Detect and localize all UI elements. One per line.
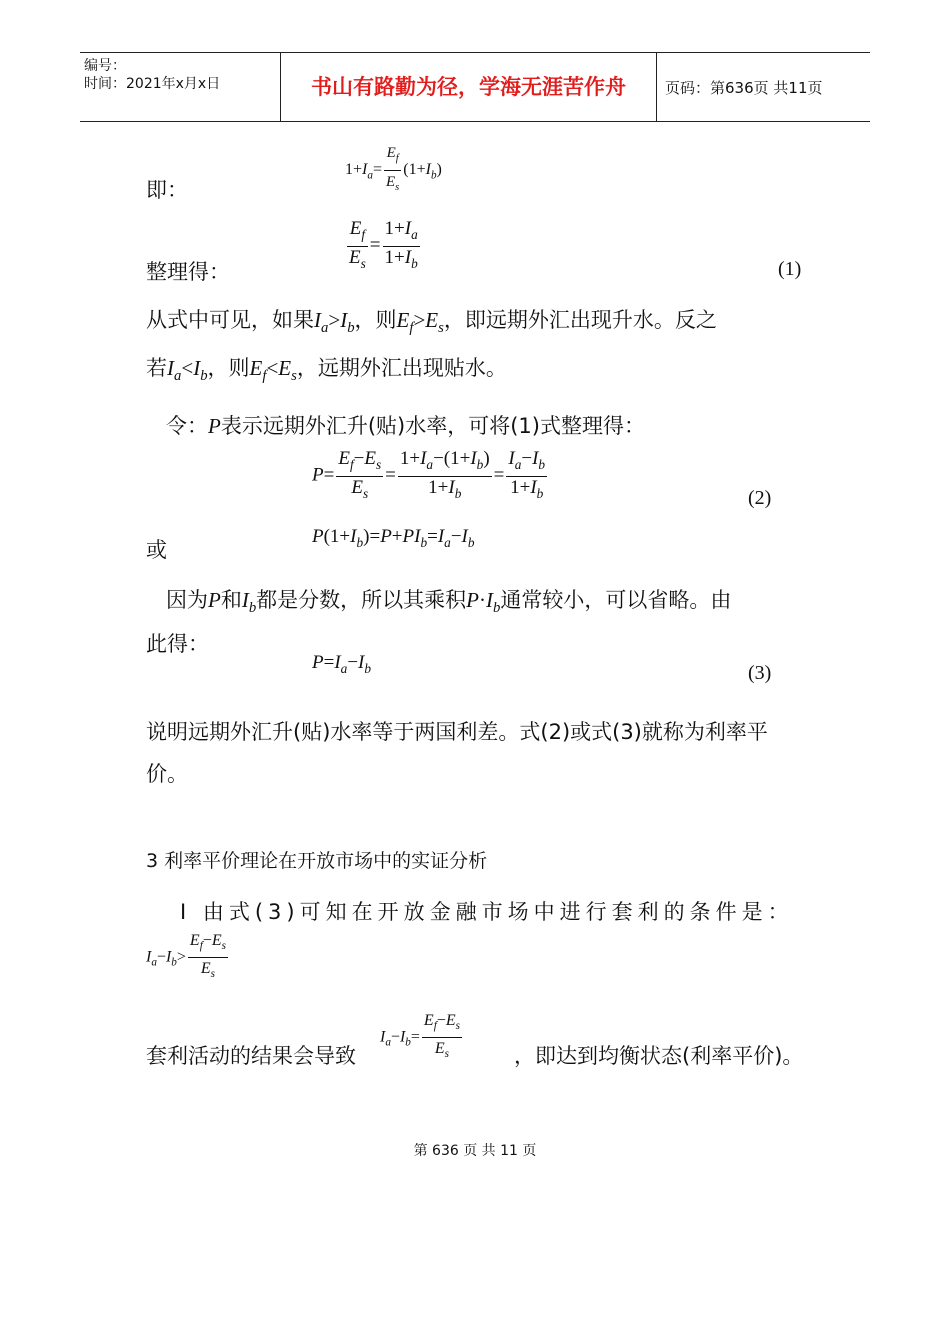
page-header	[80, 52, 870, 122]
text-ling-rest: 表示远期外汇升(贴)水率，可将(1)式整理得：	[220, 414, 645, 438]
para-ling: 令：P表示远期外汇升(贴)水率，可将(1)式整理得：	[166, 414, 645, 438]
formula-2b: $P(1+I_b)=P+PI_b=I_a-I_b$	[312, 526, 475, 550]
header-motto: 书山有路勤为径，学海无涯苦作舟	[311, 75, 626, 99]
text-tao: 套利活动的结果会导致	[146, 1044, 356, 1068]
formula-ji: $1+I_a=$ $\frac{E_f}{E_s}$ $(1+I_b)$	[345, 142, 442, 199]
formula-1: $\frac{E_f}{E_s}$ = $\frac{1+I_a}{1+I_b}$	[349, 218, 418, 271]
text-cong: 从式中可见，如果	[146, 308, 314, 332]
formula-3: $P=I_a-I_b$	[312, 652, 372, 676]
header-page-label: 页码：第636页 共11页	[665, 79, 823, 97]
formula-arbitrage-condition: $I_a-I_b>$ $\frac{E_f-E_s}{E_s}$	[146, 932, 226, 981]
text-cong-end: ，即远期外汇出现升水。反之	[443, 308, 717, 332]
equation-number-3: (3)	[748, 662, 772, 684]
text-yinwei-a: 因为	[166, 588, 208, 612]
para-cong: 从式中可见，如果$I_a>I_b$，则$E_f>E_s$，即远期外汇出现升水。反之	[146, 308, 717, 337]
text-cide: 此得：	[146, 632, 209, 656]
text-shuoming-2: 价。	[146, 762, 188, 786]
number-label: 编号：	[84, 58, 126, 74]
text-yinwei-b: 和	[220, 588, 242, 612]
text-you: Ⅰ 由式(3)可知在开放金融市场中进行套利的条件是：	[180, 900, 794, 924]
header-divider	[656, 53, 657, 121]
text-ruo-mid: ，则	[207, 356, 250, 380]
text-ji: 即：	[146, 178, 188, 202]
text-yinwei-c: 都是分数，所以其乘积	[256, 588, 467, 612]
equation-number-2: (2)	[748, 487, 772, 509]
header-meta	[80, 53, 280, 121]
text-ruo: 若	[146, 356, 167, 380]
section-title: 3 利率平价理论在开放市场中的实证分析	[146, 850, 488, 872]
text-yinwei-d: 通常较小，可以省略。由	[500, 588, 732, 612]
text-zhengli: 整理得：	[146, 260, 230, 284]
text-ling: 令：	[166, 414, 208, 438]
text-ruo-end: ，远期外汇出现贴水。	[296, 356, 507, 380]
equation-number-1: (1)	[778, 258, 802, 280]
formula-equilibrium: $I_a-I_b=$ $\frac{E_f-E_s}{E_s}$	[380, 1012, 460, 1061]
text-cong-mid: ，则	[354, 308, 397, 332]
para-ruo: 若$I_a<I_b$，则$E_f<E_s$，远期外汇出现贴水。	[146, 356, 507, 385]
text-shuoming-1: 说明远期外汇升(贴)水率等于两国利差。式(2)或式(3)就称为利率平	[146, 720, 768, 744]
time-label: 时间：2021年x月x日	[84, 76, 221, 92]
text-tao-end: ，即达到均衡状态(利率平价)。	[514, 1044, 804, 1068]
para-yinwei: 因为P和$I_b$都是分数，所以其乘积$P\cdot I_b$通常较小，可以省略。由	[166, 588, 732, 617]
page-footer: 第 636 页 共 11 页	[413, 1143, 537, 1159]
text-huo: 或	[146, 538, 167, 562]
formula-2: P= $\frac{E_f-E_s}{E_s}$ = $\frac{1+I_a-(1+I_b)}{1+I_b}$ = $\frac{I_a-I_b}{1+I_b}$	[312, 448, 546, 501]
